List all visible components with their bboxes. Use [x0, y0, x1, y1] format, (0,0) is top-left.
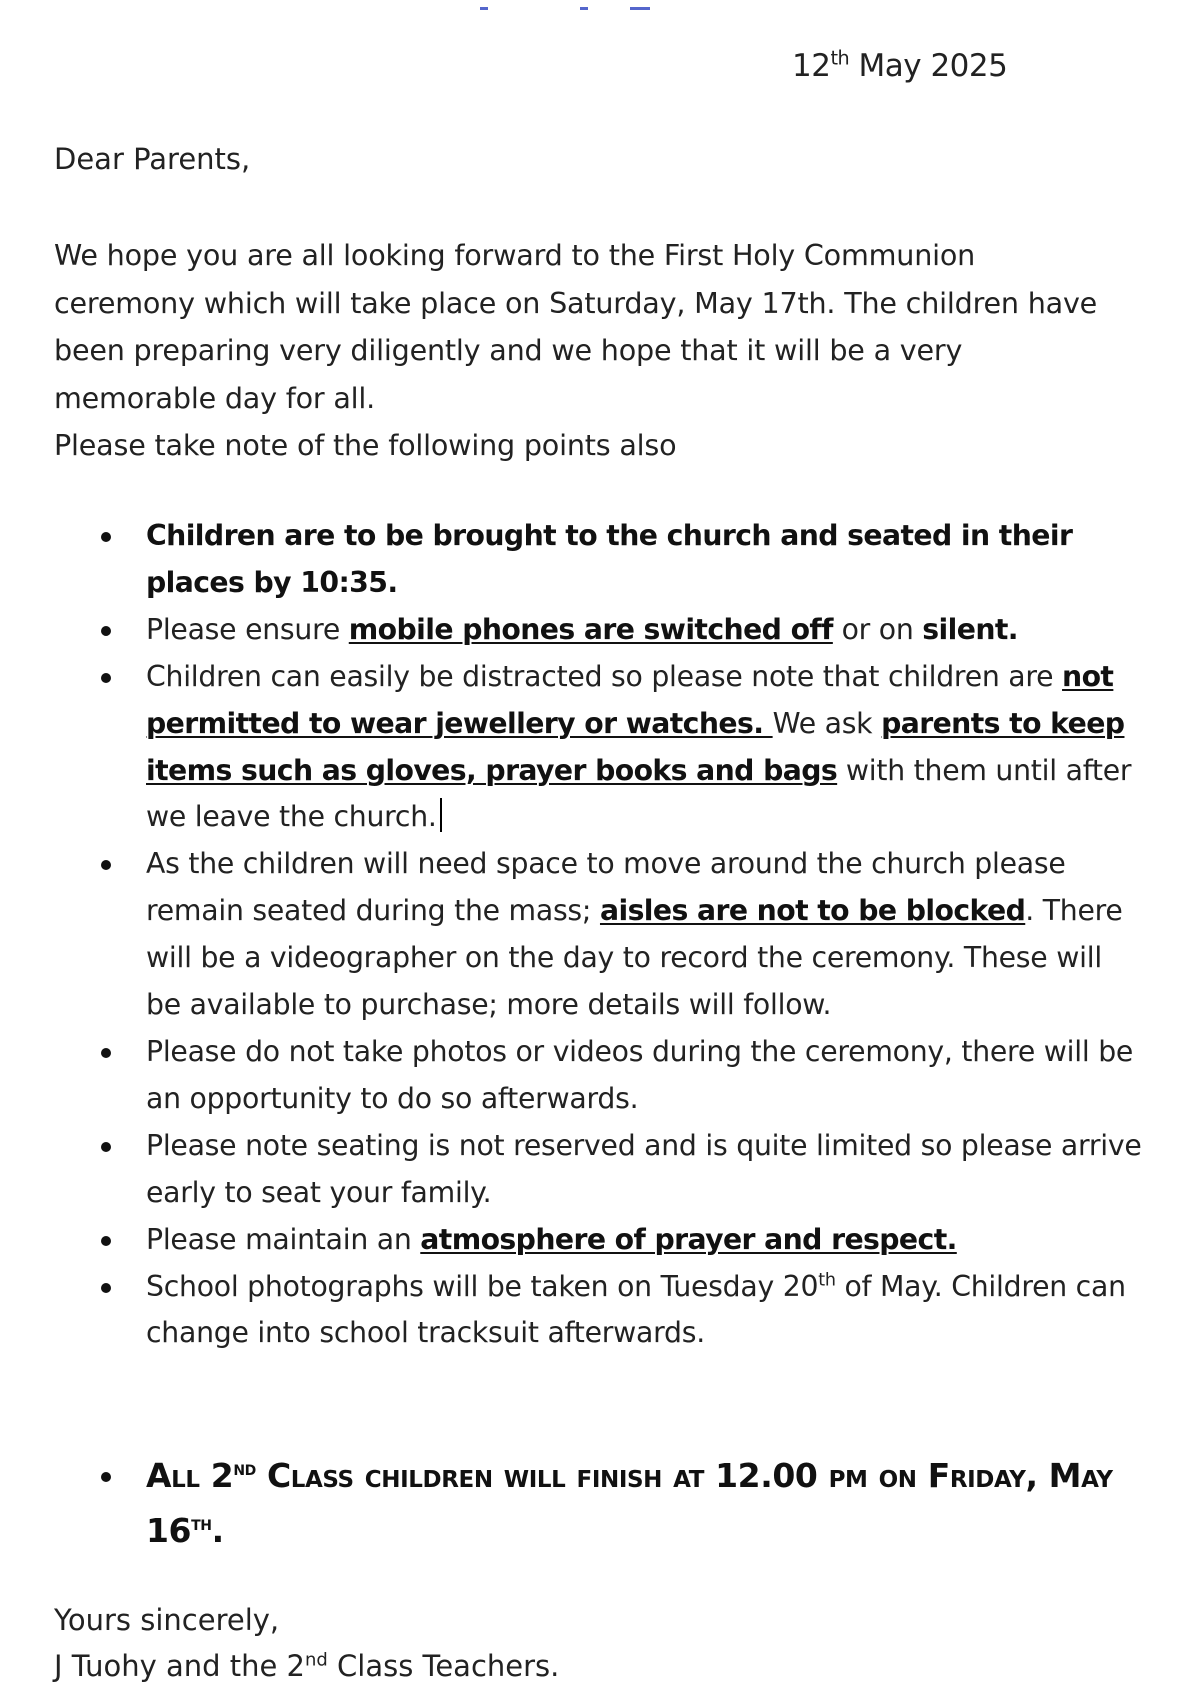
point-phones — [54, 607, 1144, 654]
announce-text-c: . — [211, 1511, 224, 1550]
signature-sup: nd — [305, 1649, 328, 1671]
jewellery-emphasis: not permitted to wear jewellery or watches. — [146, 659, 1114, 740]
text-cursor — [440, 798, 442, 832]
atmosphere-text-a: Please maintain an — [146, 1222, 421, 1256]
edge-mark — [580, 7, 588, 10]
photographs-sup: th — [818, 1270, 836, 1291]
signature-text-a: J Tuohy and the 2 — [54, 1649, 306, 1683]
announce-sup-2: th — [191, 1511, 212, 1535]
photographs-text-b: of May. Children can change into school tracksuit afterwards. — [146, 1269, 1126, 1350]
phones-text-a: Please ensure — [146, 612, 349, 646]
jewellery-text-c: We ask — [772, 706, 882, 740]
announcement-list — [54, 1448, 1144, 1558]
items-emphasis: parents to keep items such as gloves, prayer books and bags — [146, 706, 1125, 787]
point-photos: Please do not take photos or videos during the ceremony, there will be an opportunity to do so afterwards. — [54, 1029, 1144, 1123]
jewellery-text-e: with them until after we leave the church. — [146, 753, 1132, 834]
intro-paragraph: We hope you are all looking forward to the First Holy Communion ceremony which will take place on Saturday, May 17th. The children have been preparing very diligently and we hope that it will be a very memorable day for all. — [54, 238, 1098, 415]
phones-silent: silent. — [922, 612, 1018, 646]
phones-text-c: or on — [832, 612, 923, 646]
date-rest: May 2025 — [849, 48, 1008, 84]
points-list — [54, 513, 1144, 1357]
aisles-text-a: As the children will need space to move around the church please remain seated during the mass; — [146, 847, 1066, 928]
edge-mark — [630, 7, 650, 10]
point-arrival — [54, 513, 1144, 607]
point-jewellery — [54, 654, 1144, 842]
photographs-text-a: School photographs will be taken on Tuesday 20 — [146, 1269, 819, 1303]
note-line: Please take note of the following points also — [54, 428, 677, 462]
signature — [54, 1643, 559, 1689]
announce-text-a: All 2 — [146, 1456, 234, 1495]
arrival-text: Children are to be brought to the church and seated in their places by 10:35. — [146, 519, 1073, 599]
signoff: Yours sincerely, — [54, 1603, 280, 1637]
intro-section — [54, 232, 1114, 470]
edge-mark — [480, 7, 488, 10]
closing-block — [54, 1597, 559, 1689]
point-aisles — [54, 841, 1144, 1029]
point-school-photographs — [54, 1264, 1144, 1358]
point-seating: Please note seating is not reserved and is quite limited so please arrive early to seat your family. — [54, 1123, 1144, 1217]
salutation: Dear Parents, — [54, 142, 251, 176]
announcement-finish-time — [54, 1448, 1144, 1558]
aisles-emphasis: aisles are not to be blocked — [599, 894, 1026, 928]
announce-text-b: Class children will finish at 12.00 pm on Friday, May 16 — [146, 1456, 1113, 1550]
signature-text-b: Class Teachers. — [327, 1649, 560, 1683]
announce-sup-1: nd — [233, 1456, 256, 1480]
date-day: 12 — [792, 48, 831, 84]
atmosphere-emphasis: atmosphere of prayer and respect. — [420, 1222, 957, 1256]
phones-emphasis: mobile phones are switched off — [348, 612, 833, 646]
date-suffix: th — [830, 46, 850, 70]
top-edge-marks — [480, 0, 700, 10]
aisles-text-c: . There will be a videographer on the day to record the ceremony. These will be available to purchase; more details will follow. — [146, 894, 1123, 1022]
jewellery-text-a: Children can easily be distracted so please note that children are — [146, 659, 1063, 693]
letter-date — [792, 48, 1007, 84]
point-atmosphere — [54, 1217, 1144, 1264]
